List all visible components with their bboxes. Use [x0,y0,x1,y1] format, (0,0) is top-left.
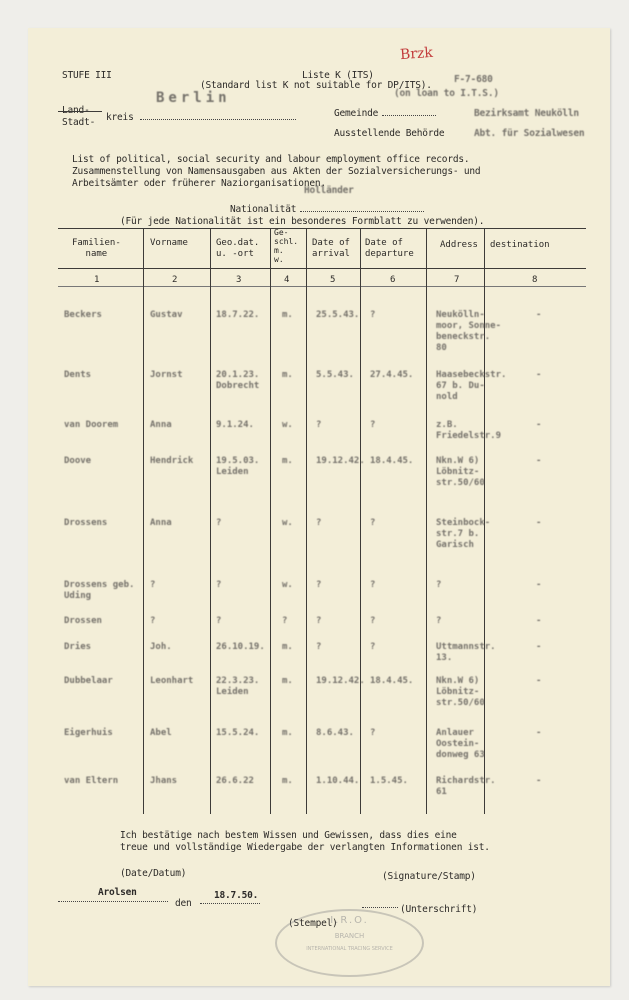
header-arrival: Date of arrival [312,238,350,259]
stempel-label: (Stempel) [288,918,338,929]
liste-label: Liste K (ITS) [302,70,374,81]
behoerde-label: Ausstellende Behörde [334,128,445,139]
cell-familienname: Beckers [64,310,102,320]
date-field [200,903,260,904]
cell-arrival: 19.12.42. [316,676,365,686]
cell-address: Neukölln- moor, Sonne- beneckstr. 80 [436,310,502,353]
cell-departure: ? [370,310,376,320]
col-divider-3 [270,228,271,814]
stamp-bottom-text: INTERNATIONAL TRACING SERVICE [306,946,393,952]
header-address: Address [440,240,478,250]
cell-arrival: 8.6.43. [316,728,354,738]
cell-address: Nkn.W 6) Löbnitz- str.50/60 [436,456,485,488]
col-number-7: 7 [454,275,460,285]
cell-address: Richardstr. 61 [436,776,496,797]
land-stadt-divider [58,111,102,112]
cell-geschlecht: m. [282,310,293,320]
cell-familienname: Drossens geb. Uding [64,580,135,601]
gemeinde-dots [382,115,436,116]
col-divider-1 [143,228,144,814]
cell-geburt: 9.1.24. [216,420,254,430]
cell-vorname: Joh. [150,642,172,652]
cell-address: Nkn.W 6) Löbnitz- str.50/60 [436,676,485,708]
cell-familienname: Drossen [64,616,102,626]
cell-geschlecht: w. [282,580,293,590]
cell-geschlecht: m. [282,642,293,652]
cell-vorname: Leonhart [150,676,194,686]
cell-geburt: 22.3.23. Leiden [216,676,260,697]
cell-destination: - [536,776,542,786]
cell-address: z.B. Friedelstr.9 [436,420,502,441]
cell-arrival: 19.12.42. [316,456,365,466]
intro-line-1: List of political, social security and labour employment office records. [72,154,470,165]
cell-familienname: Eigerhuis [64,728,113,738]
cell-address: ? [436,616,442,626]
cell-departure: ? [370,580,376,590]
reference-code: F-7-680 [454,74,493,85]
header-bottom-rule [58,268,586,269]
intro-line-2: Zusammenstellung von Namensausgaben aus Akten der Sozialversicherungs- und [72,166,481,177]
signature-label: (Signature/Stamp) [382,871,476,882]
cell-departure: 18.4.45. [370,456,414,466]
col-divider-5 [360,228,361,814]
cell-familienname: van Eltern [64,776,119,786]
cell-arrival: 5.5.43. [316,370,354,380]
cell-address: Steinbock- str.7 b. Garisch [436,518,491,550]
col-divider-2 [210,228,211,814]
place-row [58,894,168,905]
stufe-label: STUFE III [62,70,112,81]
subtitle: (Standard list K not suitable for DP/ITS). [200,80,432,91]
cell-familienname: Dubbelaar [64,676,113,686]
nationality-handwritten: Holländer [304,185,354,196]
col-number-6: 6 [390,275,396,285]
cell-destination: - [536,518,542,528]
cell-geschlecht: m. [282,456,293,466]
cell-geburt: 18.7.22. [216,310,260,320]
signature-field [362,907,398,908]
date-row [200,896,260,907]
cell-departure: ? [370,616,376,626]
cell-departure: ? [370,642,376,652]
col-number-4: 4 [284,275,290,285]
col-number-1: 1 [94,275,100,285]
stadt-label: Stadt- [62,117,96,128]
cell-geburt: 26.6.22 [216,776,254,786]
header-departure: Date of departure [365,238,414,259]
col-number-5: 5 [330,275,336,285]
cell-arrival: ? [316,580,322,590]
cell-geburt: ? [216,616,222,626]
land-label: Land- [62,105,90,116]
cell-familienname: Dries [64,642,92,652]
cell-address: Haasebeckstr. 67 b. Du- nold [436,370,507,402]
cell-destination: - [536,616,542,626]
col-number-2: 2 [172,275,178,285]
cell-familienname: van Doorem [64,420,119,430]
cell-destination: - [536,370,542,380]
col-divider-6 [426,228,427,814]
cell-geschlecht: m. [282,776,293,786]
col-number-8: 8 [532,275,538,285]
header-geburt: Geo.dat. u. -ort [216,238,260,259]
cell-address: Uttmannstr. 13. [436,642,496,663]
cell-destination: - [536,676,542,686]
stamp-mid-text: BRANCH [334,932,365,940]
cell-departure: ? [370,420,376,430]
cell-vorname: Hendrick [150,456,194,466]
place-value: Arolsen [98,887,137,898]
cell-vorname: Abel [150,728,172,738]
date-value: 18.7.50. [214,890,259,901]
cell-geschlecht: w. [282,518,293,528]
den-label: den [175,898,192,909]
cell-departure: 1.5.45. [370,776,408,786]
cell-geburt: ? [216,580,222,590]
cell-geburt: 19.5.03. Leiden [216,456,260,477]
kreis-field [140,119,296,120]
cell-destination: - [536,580,542,590]
cell-familienname: Drossens [64,518,108,528]
kreis-label: kreis [106,112,296,123]
place-field [58,901,168,902]
cell-departure: ? [370,518,376,528]
cell-departure: 27.4.45. [370,370,414,380]
nationality-field [300,211,424,212]
header-geschlecht: Ge- schl. m. w. [274,228,299,264]
cell-vorname: Gustav [150,310,183,320]
cell-familienname: Dents [64,370,92,380]
cell-destination: - [536,310,542,320]
cell-arrival: ? [316,420,322,430]
cell-geburt: 20.1.23. Dobrecht [216,370,260,391]
cell-arrival: ? [316,642,322,652]
behoerde-value: Abt. für Sozialwesen [474,128,585,139]
cell-geschlecht: w. [282,420,293,430]
header-familienname: Familien- name [72,238,121,259]
cell-departure: ? [370,728,376,738]
cell-geburt: 26.10.19. [216,642,265,652]
cell-vorname: ? [150,580,156,590]
cell-destination: - [536,728,542,738]
cell-arrival: ? [316,616,322,626]
gemeinde-row: Gemeinde [334,108,436,119]
stamp-top-text: I.R.O. [330,915,369,926]
cell-destination: - [536,642,542,652]
cell-geburt: ? [216,518,222,528]
cell-vorname: Anna [150,420,172,430]
document-sheet [28,28,610,986]
certify-line-2: treue und vollständige Wiedergabe der verlangten Informationen ist. [120,842,490,853]
cell-geschlecht: m. [282,370,293,380]
intro-line-3: Arbeitsämter oder früherer Naziorganisationen. [72,178,326,189]
cell-address: ? [436,580,442,590]
cell-arrival: 25.5.43. [316,310,360,320]
gemeinde-value: Bezirksamt Neukölln [474,108,579,119]
red-handwritten-mark: Brzk [399,44,434,64]
nationality-row: Nationalität [230,204,424,215]
cell-geschlecht: m. [282,728,293,738]
city-value: Berlin [156,90,231,106]
cell-departure: 18.4.45. [370,676,414,686]
cell-arrival: 1.10.44. [316,776,360,786]
col-divider-4 [306,228,307,814]
cell-vorname: Jornst [150,370,183,380]
reference-note: (on loan to I.T.S.) [394,88,499,99]
cell-address: Anlauer Oostein- donweg 63 [436,728,485,760]
col-number-3: 3 [236,275,242,285]
iro-stamp [275,909,424,977]
nationality-note: (Für jede Nationalität ist ein besonderes Formblatt zu verwenden). [120,216,485,227]
table-top-rule [58,228,586,229]
date-label: (Date/Datum) [120,868,187,879]
cell-familienname: Doove [64,456,92,466]
cell-destination: - [536,456,542,466]
cell-vorname: Jhans [150,776,178,786]
cell-geburt: 15.5.24. [216,728,260,738]
cell-geschlecht: ? [282,616,288,626]
unterschrift-label: (Unterschrift) [400,904,478,915]
cell-destination: - [536,420,542,430]
cell-geschlecht: m. [282,676,293,686]
header-destination: destination [490,240,550,250]
cell-vorname: Anna [150,518,172,528]
header-vorname: Vorname [150,238,188,248]
certify-line-1: Ich bestätige nach bestem Wissen und Gewissen, dass dies eine [120,830,457,841]
cell-arrival: ? [316,518,322,528]
cell-vorname: ? [150,616,156,626]
number-row-rule [58,286,586,287]
